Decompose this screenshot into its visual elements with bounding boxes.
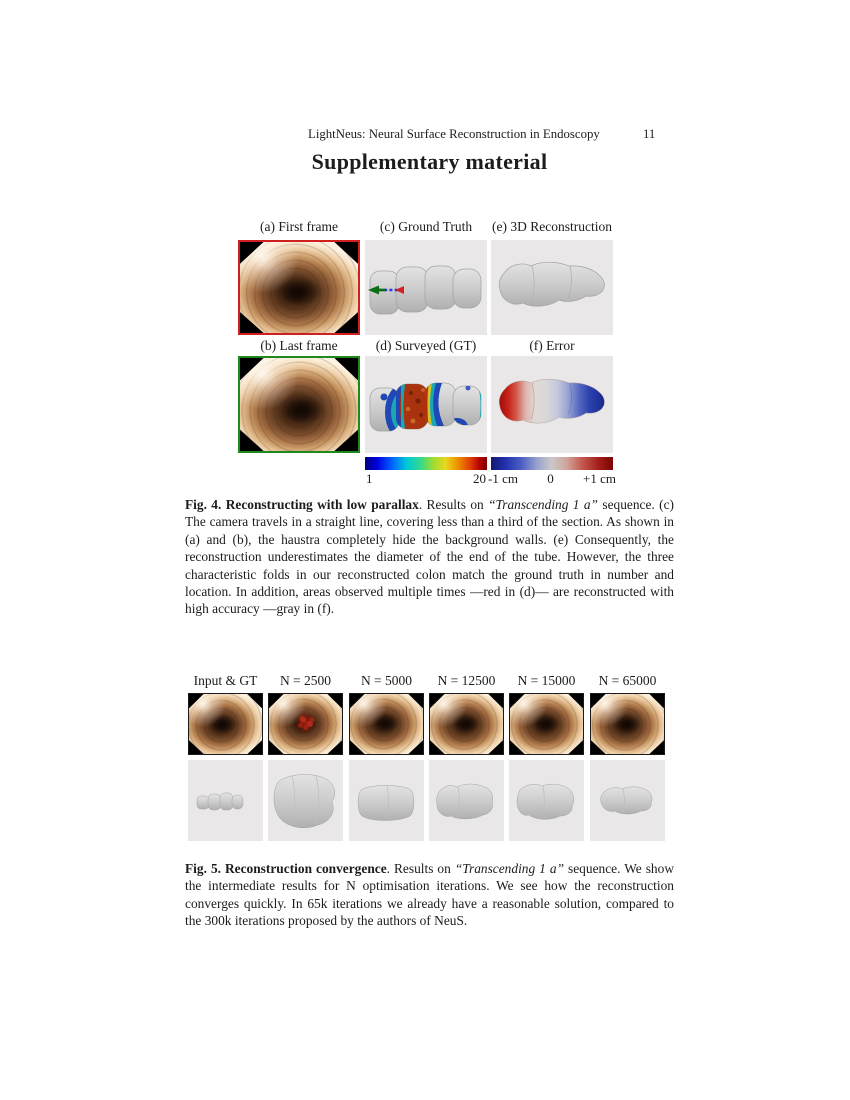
fig4-label-a: (a) First frame — [260, 219, 338, 234]
ground-truth-mesh — [365, 240, 487, 335]
gt-small-mesh — [188, 760, 263, 841]
page-number: 11 — [643, 127, 656, 141]
reconstruction-mesh — [491, 240, 613, 335]
section-title: Supplementary material — [311, 149, 548, 174]
fig5-mesh-n2500 — [268, 760, 343, 841]
fig4-caption-sequence: “Transcending 1 a” — [488, 497, 598, 512]
fig5-mesh-input — [188, 760, 263, 841]
fig4-label-b: (b) Last frame — [260, 338, 338, 353]
fig4-label-c: (c) Ground Truth — [379, 219, 473, 234]
endoscopy-view — [240, 242, 358, 333]
fig5-col-n2500: N = 2500 — [279, 673, 332, 688]
last-frame-image — [238, 356, 360, 453]
obs-max-label: 20 — [473, 471, 486, 486]
fig5-caption-rest: sequence. We show the intermediate results for N optimisation iterations. We see how the reconstruction converges quickly. In 65k iterations we already have a reasonable solution, compared to the 300k iterations proposed by the authors of NeuS. — [185, 861, 674, 929]
fig5-caption — [185, 860, 674, 930]
reconstruction-panel — [491, 240, 613, 335]
endoscopy-view — [350, 694, 423, 754]
fig5-frame-n15000 — [509, 693, 584, 755]
endoscopy-view — [430, 694, 503, 754]
fig4-label-e: (e) 3D Reconstruction — [492, 219, 612, 234]
surveyed-mesh — [365, 356, 487, 453]
observations-colorbar-labels — [366, 471, 486, 487]
error-mesh — [491, 356, 613, 453]
first-frame-image — [238, 240, 360, 335]
surveyed-panel — [365, 356, 487, 453]
error-panel — [491, 356, 613, 453]
fig5-frame-n5000 — [349, 693, 424, 755]
fig5-col-n5000: N = 5000 — [360, 673, 413, 688]
fig4-label-f: (f) Error — [529, 338, 575, 353]
fig4-caption — [185, 496, 674, 618]
error-colorbar-labels — [488, 471, 616, 487]
fig5-caption-bold: Fig. 5. Reconstruction convergence — [185, 861, 387, 876]
mesh-n5000 — [349, 760, 424, 841]
observations-colorbar — [365, 457, 487, 470]
fig4-caption-rest: sequence. (c) The camera travels in a straight line, covering less than a third of the section. As shown in (a) and (b), the haustra completely hide the background walls. (e) Consequently, the reconstruction underestimates the diameter of the end of the tube. However, the three characteristic folds in our reconstructed colon match the ground truth in number and location. In addition, areas observed multiple times —red in (d)— are reconstructed with high accuracy —gray in (f). — [185, 497, 675, 617]
running-head-title: LightNeus: Neural Surface Reconstruction in Endoscopy — [308, 127, 600, 141]
fig5-frame-n12500 — [429, 693, 504, 755]
fig5-caption-sequence: “Transcending 1 a” — [454, 861, 565, 876]
ground-truth-panel — [365, 240, 487, 335]
fig5-mesh-n15000 — [509, 760, 584, 841]
obs-min-label: 1 — [366, 471, 373, 486]
fig5-col-input-gt: Input & GT — [193, 673, 258, 688]
error-colorbar — [491, 457, 613, 470]
mesh-n15000 — [509, 760, 584, 841]
fig5-col-n65000: N = 65000 — [598, 673, 657, 688]
noise-overlay — [269, 694, 342, 754]
fig5-mesh-n5000 — [349, 760, 424, 841]
fig5-frame-n65000 — [590, 693, 665, 755]
err-mid-label: 0 — [547, 471, 554, 486]
endoscopy-view — [240, 358, 358, 451]
fig5-caption-pre: . Results on — [386, 861, 455, 876]
endoscopy-view — [510, 694, 583, 754]
err-max-label: +1 cm — [583, 471, 616, 486]
fig5-col-n12500: N = 12500 — [437, 673, 496, 688]
err-min-label: -1 cm — [488, 471, 518, 486]
mesh-n12500 — [429, 760, 504, 841]
fig5-col-n15000: N = 15000 — [517, 673, 576, 688]
endoscopy-view — [591, 694, 664, 754]
fig4-label-d: (d) Surveyed (GT) — [375, 338, 477, 353]
fig4-caption-pre: . Results on — [418, 497, 489, 512]
fig5-mesh-n12500 — [429, 760, 504, 841]
endoscopy-view — [269, 694, 342, 754]
fig5-frame-n2500 — [268, 693, 343, 755]
mesh-n65000 — [590, 760, 665, 841]
mesh-n2500 — [268, 760, 343, 841]
fig5-mesh-n65000 — [590, 760, 665, 841]
fig4-caption-bold: Fig. 4. Reconstructing with low parallax — [185, 497, 419, 512]
fig5-input-frame — [188, 693, 263, 755]
endoscopy-view — [189, 694, 262, 754]
